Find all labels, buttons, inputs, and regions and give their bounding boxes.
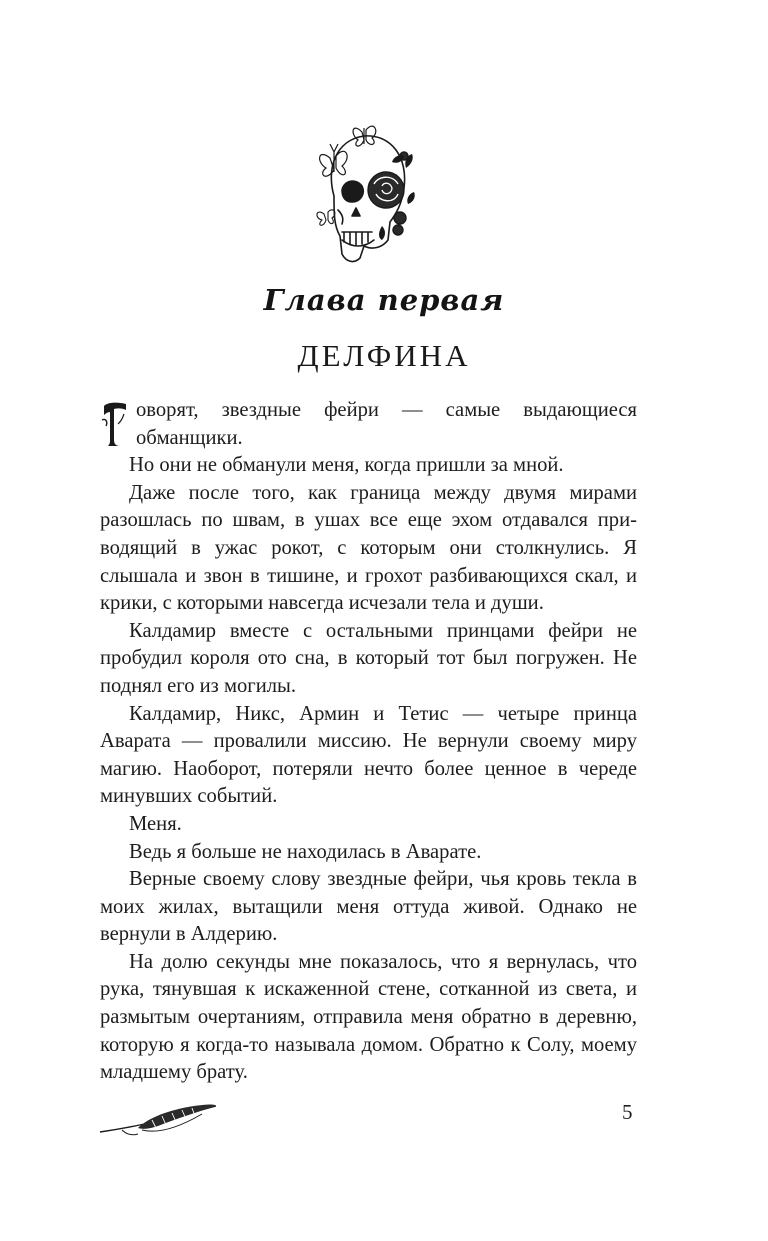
dropcap-glyph xyxy=(100,400,130,448)
dropcap xyxy=(100,400,130,448)
skull-rose-butterfly-icon xyxy=(312,118,416,270)
paragraph: Ведь я больше не находилась в Аварате. xyxy=(129,840,482,863)
paragraph: Калдамир, Никс, Армин и Тетис — четыре принца Аварата — провалили миссию. Не вернули своему миру магию. Наоборот, потеряли нечто более ценное в череде минувших событий. xyxy=(100,702,637,808)
chapter-name: ДЕЛФИНА xyxy=(297,338,471,373)
chapter-body xyxy=(100,397,637,1087)
page-number: 5 xyxy=(622,1100,633,1124)
paragraph xyxy=(100,397,637,452)
paragraph: Даже после того, как граница между двумя мирами разошлась по швам, в ушах все еще эхом отдавался приводящий в ужас рокот, с которым они столкнулись. Я слышала и звон в тишине, и грохот разбивающихся скал, и крики, с которыми навсегда исчезали тела и души. xyxy=(100,481,637,615)
chapter-title: Глава первая xyxy=(263,283,505,317)
paragraph: Меня. xyxy=(129,812,182,835)
feather-icon xyxy=(98,1098,220,1140)
paragraph: На долю секунды мне показалось, что я вернулась, что рука, тянувшая к искаженной стене, сотканной из света, и размытым очертаниям, отправила меня обратно в деревню, которую я когда-то называла домом. Обратно к Солу, моему младшему брату. xyxy=(100,950,637,1084)
paragraph: Верные своему слову звездные фейри, чья кровь текла в моих жилах, вытащили меня оттуда живой. Однако не вернули в Алдерию. xyxy=(100,868,637,946)
paragraph: Калдамир вместе с остальными принцами фейри не пробудил короля ото сна, в который тот был погружен. Не поднял его из могилы. xyxy=(100,619,637,697)
paragraph-text: оворят, звездные фейри — самые выдающиеся обманщики. xyxy=(136,399,637,449)
paragraph: Но они не обманули меня, когда пришли за мной. xyxy=(129,454,564,477)
